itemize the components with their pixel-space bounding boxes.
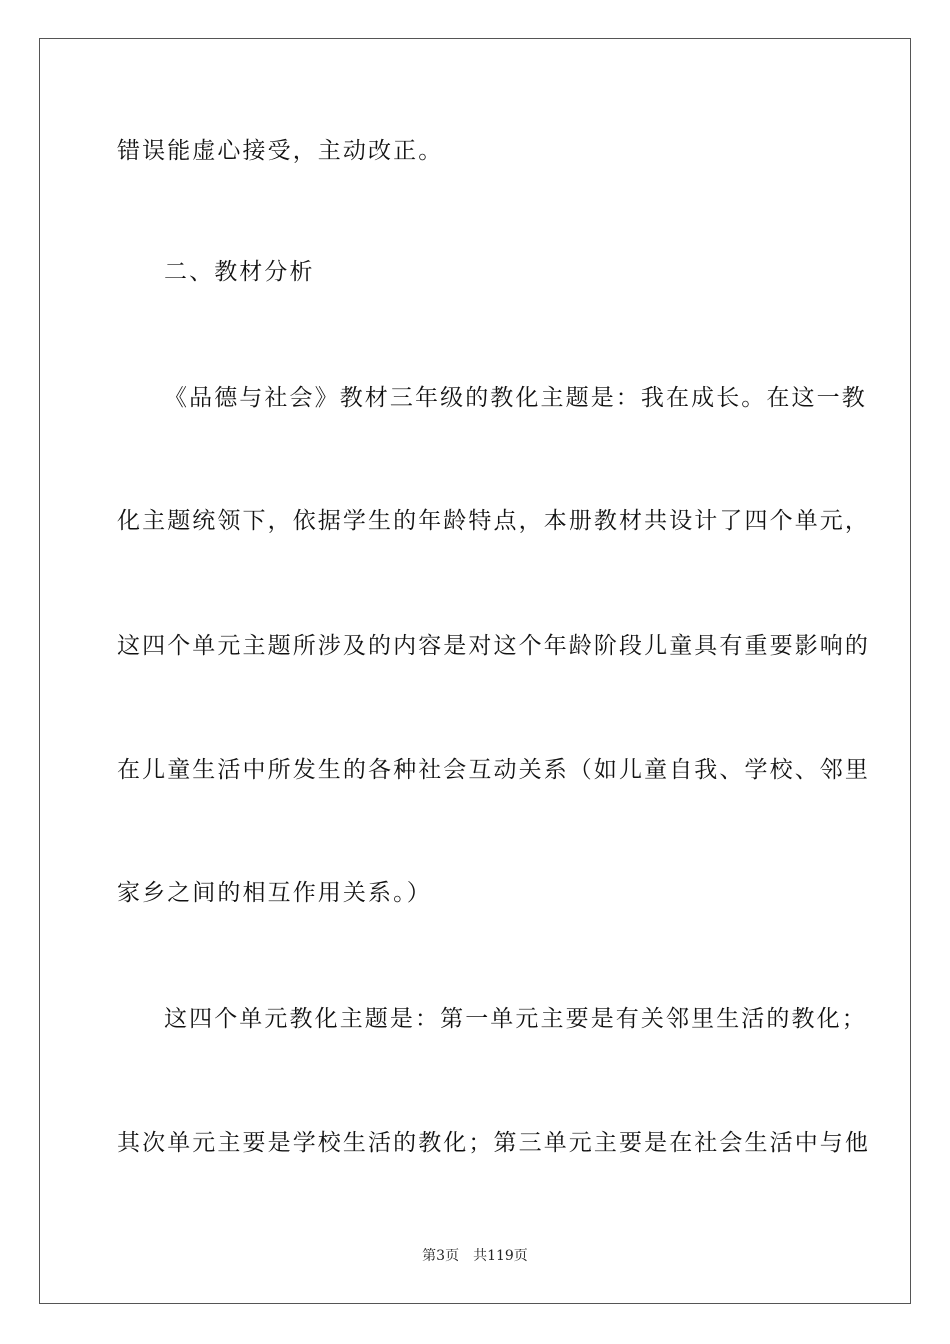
paragraph-first-line: 《品德与社会》教材三年级的教化主题是：我在成长。在这一教 <box>164 385 867 411</box>
section-heading: 二、教材分析 <box>164 259 315 285</box>
body-text-line: 这四个单元主题所涉及的内容是对这个年龄阶段儿童具有重要影响的 <box>117 633 870 659</box>
body-text-line: 其次单元主要是学校生活的教化；第三单元主要是在社会生活中与他 <box>117 1130 870 1156</box>
page-number-footer: 第3页 共119页 <box>422 1248 528 1264</box>
paragraph-first-line: 这四个单元教化主题是：第一单元主要是有关邻里生活的教化； <box>164 1006 867 1032</box>
body-text-line: 家乡之间的相互作用关系。） <box>117 880 432 906</box>
body-text-line: 化主题统领下，依据学生的年龄特点，本册教材共设计了四个单元， <box>117 508 870 534</box>
body-text-line: 在儿童生活中所发生的各种社会互动关系（如儿童自我、学校、邻里 <box>117 757 870 783</box>
body-text-line: 错误能虚心接受，主动改正。 <box>117 138 444 164</box>
page-border <box>39 38 911 1304</box>
